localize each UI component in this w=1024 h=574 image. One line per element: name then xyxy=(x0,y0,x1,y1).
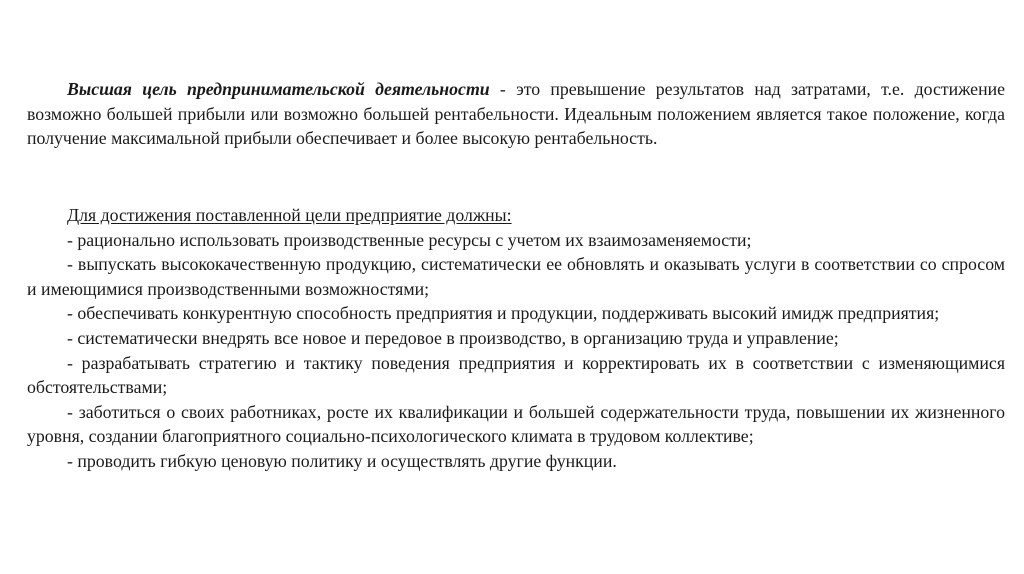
intro-term: Высшая цель предпринимательской деятельности xyxy=(67,79,490,99)
intro-body: - это превышение результатов над затратами, т.е. достижение возможно большей прибыли или возможно большей рентабельности. Идеальным положением является такое положение, когда получение максимальной прибыли обеспечивает и более высокую рентабельность. xyxy=(27,79,1005,149)
goals-heading: Для достижения поставленной цели предприятие должны: xyxy=(67,205,512,225)
goals-heading-line xyxy=(27,203,1005,228)
goal-item: - разрабатывать стратегию и тактику поведения предприятия и корректировать их в соответствии с изменяющимися обстоятельствами; xyxy=(27,352,1005,398)
goals-section xyxy=(27,203,1005,474)
intro-text xyxy=(27,77,1005,151)
goal-item: - выпускать высококачественную продукцию, систематически ее обновлять и оказывать услуги в соответствии со спросом и имеющимися производственными возможностями; xyxy=(27,254,1005,299)
goal-item: - проводить гибкую ценовую политику и осуществлять другие функции. xyxy=(67,450,617,471)
goal-item: - обеспечивать конкурентную способность предприятия и продукции, поддерживать высокий имидж предприятия; xyxy=(67,303,940,324)
goal-item: - систематически внедрять все новое и передовое в производство, в организацию труда и управление; xyxy=(67,327,839,348)
intro-paragraph xyxy=(27,77,1005,151)
goal-item: - рационально использовать производственные ресурсы с учетом их взаимозаменяемости; xyxy=(67,229,752,250)
goal-item: - заботиться о своих работниках, росте их квалификации и большей содержательности труда, повышении их жизненного уровня, создании благоприятного социально-психологического климата в трудовом коллективе; xyxy=(27,401,1005,447)
